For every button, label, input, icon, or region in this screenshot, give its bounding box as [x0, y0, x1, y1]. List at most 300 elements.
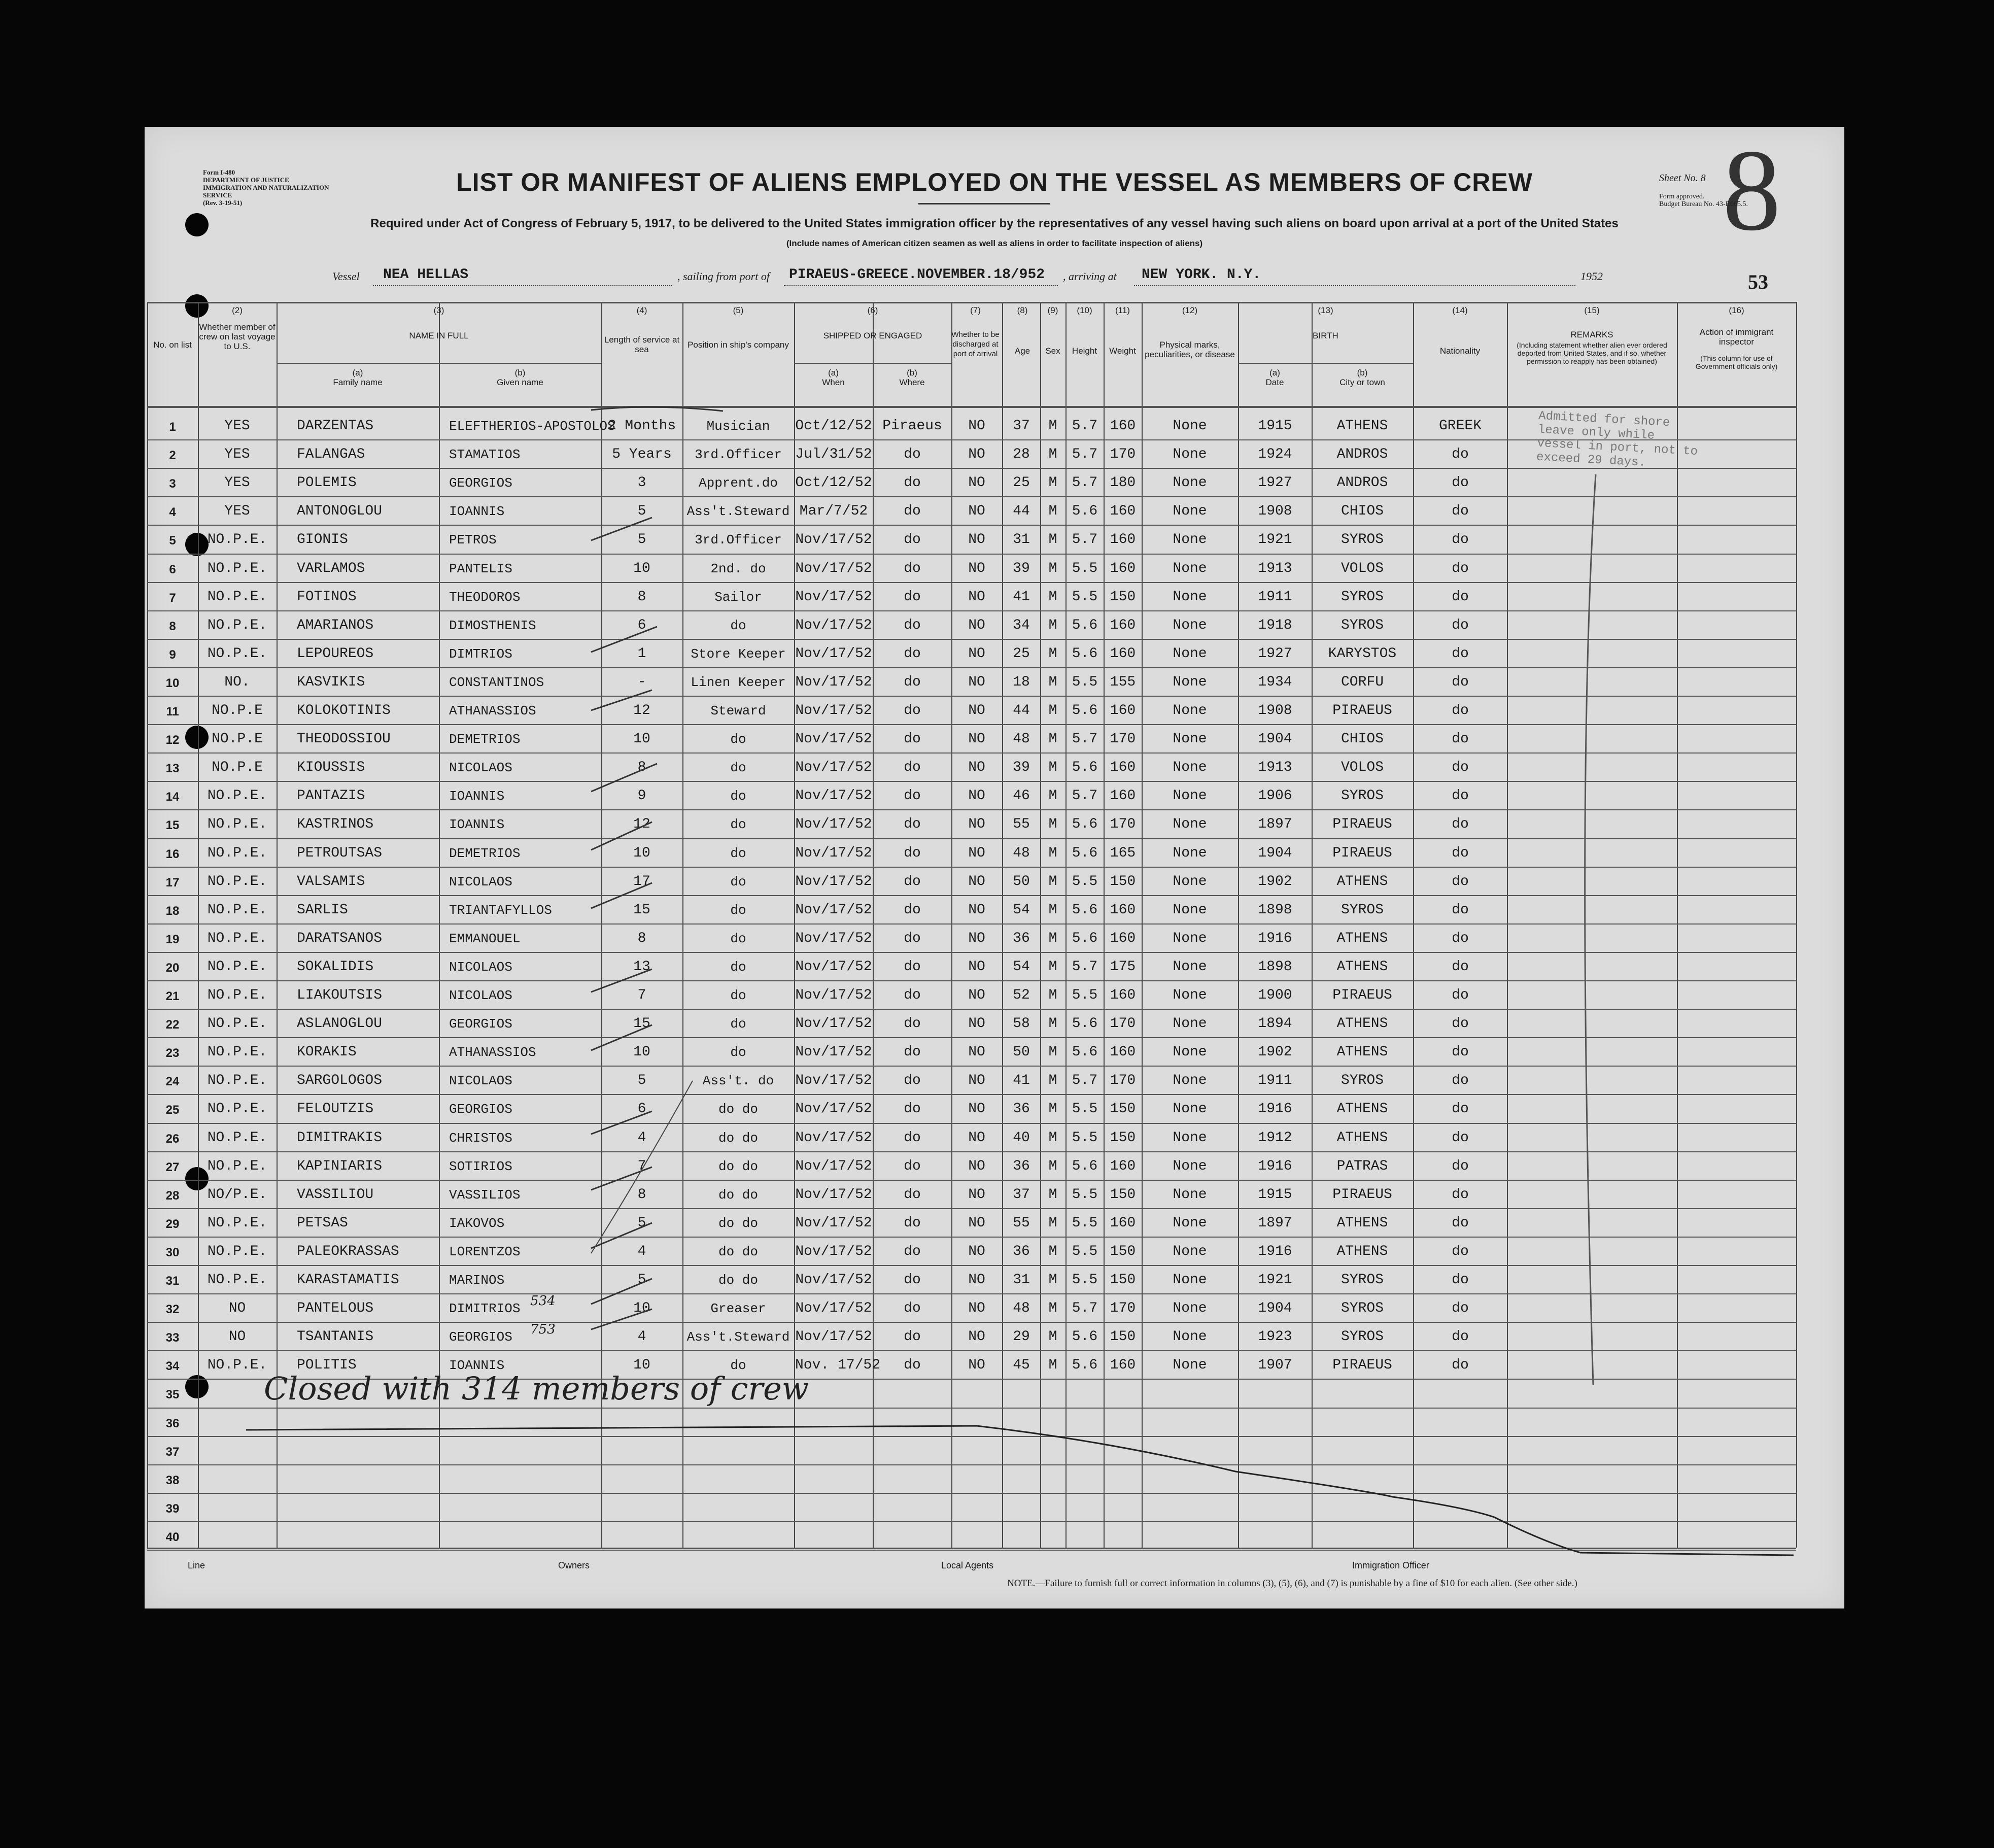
cell-marks: None — [1173, 931, 1207, 946]
cell-where: do — [904, 845, 921, 861]
cell-given: PETROS — [449, 532, 497, 547]
cell-city: VOLOS — [1340, 561, 1384, 576]
cell-marks: None — [1173, 1073, 1207, 1088]
cell-family: KASTRINOS — [297, 816, 374, 832]
cell-city: SYROS — [1340, 618, 1384, 633]
cell-service: 7 — [637, 987, 646, 1003]
cell-height: 5.5 — [1072, 561, 1098, 576]
cell-bdate: 1912 — [1258, 1130, 1292, 1146]
cell-age: 41 — [1013, 589, 1030, 605]
cell-sex: M — [1048, 674, 1057, 690]
cell-city: ATHENS — [1336, 1244, 1388, 1259]
cell-disch: NO — [968, 760, 985, 775]
cell-bdate: 1915 — [1258, 418, 1292, 434]
col-shipped-header: SHIPPED OR ENGAGED — [823, 331, 922, 340]
cell-given: EMMANOUEL — [449, 931, 521, 946]
cell-nat: do — [1452, 503, 1469, 519]
cell-bdate: 1924 — [1258, 447, 1292, 462]
subtitle: Required under Act of Congress of February 5, 1917, to be delivered to the United States immigration officer by the representatives of any vessel having such aliens on board upon arrival at a port of the United States — [370, 217, 1619, 230]
cell-height: 5.7 — [1072, 1073, 1098, 1088]
cell-weight: 160 — [1110, 561, 1136, 576]
footer-owners-label: Owners — [558, 1560, 590, 1570]
cell-bdate: 1904 — [1258, 845, 1292, 861]
cell-age: 55 — [1013, 816, 1030, 832]
cell-height: 5.7 — [1072, 447, 1098, 462]
col-city-header: (b) City or town — [1339, 368, 1385, 387]
cell-marks: None — [1173, 589, 1207, 605]
cell-when: Nov/17/52 — [795, 1158, 872, 1174]
cell-where: do — [904, 503, 921, 519]
cell-height: 5.5 — [1072, 987, 1098, 1003]
cell-prev: NO.P.E. — [207, 788, 267, 804]
cell-service: 5 Years — [612, 447, 672, 462]
cell-family: KORAKIS — [297, 1044, 357, 1060]
cell-service: 3 — [637, 475, 646, 491]
cell-city: SYROS — [1340, 1329, 1384, 1345]
cell-marks: None — [1173, 874, 1207, 889]
cell-age: 50 — [1013, 1044, 1030, 1060]
cell-age: 34 — [1013, 618, 1030, 633]
cell-sex: M — [1048, 902, 1057, 918]
cell-height: 5.5 — [1072, 1244, 1098, 1259]
row-number: 12 — [165, 733, 180, 747]
cell-weight: 155 — [1110, 674, 1136, 690]
cell-nat: do — [1452, 874, 1469, 889]
cell-service: 6 — [637, 618, 646, 633]
cell-weight: 150 — [1110, 1329, 1136, 1345]
cell-sex: M — [1048, 1301, 1057, 1316]
cell-given: TRIANTAFYLLOS — [449, 903, 552, 918]
cell-when: Nov/17/52 — [795, 760, 872, 775]
cell-service: 10 — [633, 1044, 650, 1060]
cell-prev: NO.P.E. — [207, 589, 267, 605]
cell-family: VASSILIOU — [297, 1187, 374, 1203]
cell-sex: M — [1048, 618, 1057, 633]
cell-where: do — [904, 874, 921, 889]
cell-disch: NO — [968, 1215, 985, 1231]
cell-family: LEPOUREOS — [297, 646, 374, 662]
sheet-typed: 8 — [1700, 173, 1706, 184]
col-discharge-number: (7) — [970, 305, 981, 315]
cell-prev: NO.P.E. — [207, 1044, 267, 1060]
row-number: 31 — [165, 1274, 180, 1288]
cell-marks: None — [1173, 703, 1207, 718]
row-number: 28 — [165, 1189, 180, 1203]
cell-city: PIRAEUS — [1332, 845, 1392, 861]
cell-age: 31 — [1013, 1272, 1030, 1288]
row-number: 22 — [165, 1018, 180, 1032]
cell-nat: do — [1452, 959, 1469, 975]
cell-sex: M — [1048, 561, 1057, 576]
cell-when: Nov/17/52 — [795, 959, 872, 975]
row-number: 27 — [165, 1160, 180, 1174]
cell-bdate: 1911 — [1258, 589, 1292, 605]
cell-weight: 160 — [1110, 1158, 1136, 1174]
cell-service: 1 — [637, 646, 646, 662]
cell-position: do — [730, 618, 746, 633]
cell-given: NICOLAOS — [449, 874, 512, 889]
cell-weight: 170 — [1110, 1016, 1136, 1032]
cell-weight: 180 — [1110, 475, 1136, 491]
cell-position: Linen Keeper — [691, 675, 786, 690]
cell-given: STAMATIOS — [449, 447, 521, 462]
cell-disch: NO — [968, 1073, 985, 1088]
cell-bdate: 1916 — [1258, 931, 1292, 946]
cell-city: PIRAEUS — [1332, 1357, 1392, 1373]
cell-height: 5.6 — [1072, 1357, 1098, 1373]
cell-height: 5.6 — [1072, 1158, 1098, 1174]
cell-family: VARLAMOS — [297, 561, 365, 576]
cell-given: NICOLAOS — [449, 960, 512, 975]
cell-height: 5.6 — [1072, 618, 1098, 633]
cell-city: SYROS — [1340, 788, 1384, 804]
cell-disch: NO — [968, 731, 985, 747]
cell-disch: NO — [968, 618, 985, 633]
cell-height: 5.7 — [1072, 532, 1098, 547]
col-action-subheader: (This column for use of Government officials only) — [1695, 354, 1778, 370]
cell-prev: NO.P.E. — [207, 874, 267, 889]
cell-position: do — [730, 1358, 746, 1373]
cell-weight: 160 — [1110, 902, 1136, 918]
cell-marks: None — [1173, 475, 1207, 491]
row-number: 23 — [165, 1046, 180, 1060]
cell-city: SYROS — [1340, 1272, 1384, 1288]
cell-disch: NO — [968, 1044, 985, 1060]
cell-marks: None — [1173, 987, 1207, 1003]
cell-given: ELEFTHERIOS-APOSTOLOS — [449, 419, 615, 434]
cell-bdate: 1913 — [1258, 561, 1292, 576]
cell-bdate: 1911 — [1258, 1073, 1292, 1088]
cell-prev: YES — [224, 475, 250, 491]
cell-height: 5.7 — [1072, 475, 1098, 491]
row-number: 15 — [165, 818, 180, 832]
cell-prev: NO.P.E. — [207, 959, 267, 975]
annotation-pantelous: 534 — [530, 1293, 556, 1309]
cell-weight: 160 — [1110, 788, 1136, 804]
cell-age: 44 — [1013, 503, 1030, 519]
cell-bdate: 1921 — [1258, 1272, 1292, 1288]
cell-height: 5.6 — [1072, 646, 1098, 662]
cell-when: Nov/17/52 — [795, 703, 872, 718]
cell-where: do — [904, 589, 921, 605]
cell-disch: NO — [968, 1357, 985, 1373]
cell-where: do — [904, 1073, 921, 1088]
cell-where: do — [904, 902, 921, 918]
cell-disch: NO — [968, 447, 985, 462]
row-number: 24 — [165, 1075, 180, 1088]
cell-bdate: 1907 — [1258, 1357, 1292, 1373]
cell-sex: M — [1048, 1130, 1057, 1146]
cell-age: 31 — [1013, 532, 1030, 547]
row-number: 26 — [165, 1132, 180, 1146]
cell-bdate: 1897 — [1258, 816, 1292, 832]
cell-when: Nov/17/52 — [795, 902, 872, 918]
col-position-header: Position in ship's company — [687, 340, 789, 350]
cell-height: 5.5 — [1072, 589, 1098, 605]
cell-where: do — [904, 447, 921, 462]
cell-given: NICOLAOS — [449, 1073, 512, 1088]
cell-age: 52 — [1013, 987, 1030, 1003]
cell-city: PIRAEUS — [1332, 816, 1392, 832]
row-number: 21 — [165, 989, 180, 1003]
col-where-header: (b) Where — [899, 368, 925, 387]
manifest-sheet — [145, 127, 1844, 1609]
cell-bdate: 1927 — [1258, 475, 1292, 491]
cell-position: Musician — [706, 419, 770, 434]
cell-prev: NO — [228, 1329, 246, 1345]
cell-city: ATHENS — [1336, 1215, 1388, 1231]
cell-prev: NO.P.E. — [207, 845, 267, 861]
cell-position: 3rd.Officer — [695, 447, 782, 462]
cell-sex: M — [1048, 1158, 1057, 1174]
cell-given: THEODOROS — [449, 590, 521, 605]
cell-when: Nov/17/52 — [795, 1073, 872, 1088]
cell-family: GIONIS — [297, 532, 348, 547]
cell-sex: M — [1048, 1215, 1057, 1231]
col-birth-header: BIRTH — [1313, 331, 1338, 340]
cell-when: Nov/17/52 — [795, 1244, 872, 1259]
cell-given: IOANNIS — [449, 789, 505, 804]
col-family-header: (a) Family name — [333, 368, 383, 387]
cell-age: 48 — [1013, 1301, 1030, 1316]
cell-given: IOANNIS — [449, 817, 505, 832]
cell-marks: None — [1173, 1158, 1207, 1174]
cell-given: DIMOSTHENIS — [449, 618, 536, 633]
cell-bdate: 1902 — [1258, 1044, 1292, 1060]
col-birth-number: (13) — [1318, 305, 1333, 315]
year: 1952 — [1580, 270, 1603, 283]
cell-weight: 160 — [1110, 532, 1136, 547]
cell-weight: 150 — [1110, 1101, 1136, 1117]
cell-nat: do — [1452, 703, 1469, 718]
cell-service: 6 — [637, 1101, 646, 1117]
cell-prev: NO.P.E. — [207, 1073, 267, 1088]
cell-sex: M — [1048, 1187, 1057, 1203]
cell-family: PETSAS — [297, 1215, 348, 1231]
cell-given: ATHANASSIOS — [449, 1045, 536, 1060]
cell-family: PANTELOUS — [297, 1301, 374, 1316]
cell-service: 4 — [637, 1329, 646, 1345]
cell-age: 36 — [1013, 1158, 1030, 1174]
cell-height: 5.5 — [1072, 674, 1098, 690]
cell-marks: None — [1173, 1272, 1207, 1288]
cell-age: 29 — [1013, 1329, 1030, 1345]
cell-bdate: 1915 — [1258, 1187, 1292, 1203]
row-number: 36 — [165, 1417, 180, 1430]
cell-marks: None — [1173, 1244, 1207, 1259]
cell-family: SOKALIDIS — [297, 959, 374, 975]
cell-disch: NO — [968, 845, 985, 861]
cell-nat: do — [1452, 589, 1469, 605]
cell-bdate: 1898 — [1258, 959, 1292, 975]
cell-position: do — [730, 846, 746, 861]
cell-city: PIRAEUS — [1332, 1187, 1392, 1203]
cell-given: DEMETRIOS — [449, 732, 521, 747]
cell-where: do — [904, 1158, 921, 1174]
cell-sex: M — [1048, 1272, 1057, 1288]
cell-family: DARATSANOS — [297, 931, 383, 946]
cell-city: SYROS — [1340, 902, 1384, 918]
cell-height: 5.6 — [1072, 902, 1098, 918]
cell-marks: None — [1173, 959, 1207, 975]
cell-prev: NO.P.E. — [207, 931, 267, 946]
cell-disch: NO — [968, 987, 985, 1003]
cell-where: do — [904, 561, 921, 576]
cell-disch: NO — [968, 532, 985, 547]
cell-where: do — [904, 1329, 921, 1345]
cell-weight: 150 — [1110, 1272, 1136, 1288]
cell-city: ATHENS — [1336, 874, 1388, 889]
row-number: 16 — [165, 847, 180, 861]
cell-given: VASSILIOS — [449, 1187, 521, 1203]
cell-marks: None — [1173, 731, 1207, 747]
cell-where: do — [904, 1016, 921, 1032]
cell-city: PIRAEUS — [1332, 987, 1392, 1003]
cell-height: 5.5 — [1072, 874, 1098, 889]
cell-nat: do — [1452, 760, 1469, 775]
row-number: 20 — [165, 961, 180, 975]
cell-marks: None — [1173, 1101, 1207, 1117]
cell-where: do — [904, 532, 921, 547]
cell-when: Nov/17/52 — [795, 1044, 872, 1060]
budget-approval: Form approved. Budget Bureau No. 43-R065.5. — [1659, 193, 1748, 208]
col-marks-number: (12) — [1182, 305, 1198, 315]
cell-given: GEORGIOS — [449, 475, 512, 491]
cell-when: Nov/17/52 — [795, 646, 872, 662]
cell-when: Nov/17/52 — [795, 1187, 872, 1203]
cell-given: MARINOS — [449, 1273, 505, 1288]
cell-bdate: 1934 — [1258, 674, 1292, 690]
cell-service: 7 — [637, 1158, 646, 1174]
cell-prev: NO.P.E. — [207, 646, 267, 662]
cell-nat: do — [1452, 931, 1469, 946]
cell-family: KASVIKIS — [297, 674, 365, 690]
cell-family: PETROUTSAS — [297, 845, 383, 861]
cell-nat: do — [1452, 845, 1469, 861]
cell-age: 41 — [1013, 1073, 1030, 1088]
cell-where: do — [904, 475, 921, 491]
cell-disch: NO — [968, 1016, 985, 1032]
col-sex-header: Sex — [1045, 346, 1060, 356]
cell-sex: M — [1048, 1101, 1057, 1117]
cell-height: 5.5 — [1072, 1101, 1098, 1117]
cell-sex: M — [1048, 1244, 1057, 1259]
cell-prev: NO.P.E. — [207, 816, 267, 832]
cell-given: IOANNIS — [449, 1358, 505, 1373]
row-number: 38 — [165, 1474, 180, 1487]
cell-bdate: 1900 — [1258, 987, 1292, 1003]
cell-weight: 165 — [1110, 845, 1136, 861]
cell-nat: do — [1452, 646, 1469, 662]
cell-where: do — [904, 1044, 921, 1060]
cell-position: Ass't.Steward — [686, 1329, 790, 1345]
cell-position: do do — [718, 1187, 758, 1203]
cell-position: do — [730, 789, 746, 804]
cell-bdate: 1916 — [1258, 1158, 1292, 1174]
col-age-number: (8) — [1017, 305, 1028, 315]
cell-service: 5 — [637, 1073, 646, 1088]
cell-nat: do — [1452, 447, 1469, 462]
cell-prev: NO.P.E. — [207, 618, 267, 633]
col-given-header: (b) Given name — [497, 368, 543, 387]
cell-sex: M — [1048, 475, 1057, 491]
cell-position: 2nd. do — [710, 561, 766, 576]
row-number: 32 — [165, 1303, 180, 1316]
cell-prev: YES — [224, 503, 250, 519]
cell-when: Nov. 17/52 — [795, 1357, 881, 1373]
cell-disch: NO — [968, 1187, 985, 1203]
cell-city: PATRAS — [1336, 1158, 1388, 1174]
cell-height: 5.6 — [1072, 1329, 1098, 1345]
cell-bdate: 1904 — [1258, 1301, 1292, 1316]
cell-age: 25 — [1013, 646, 1030, 662]
row-number: 1 — [169, 420, 176, 434]
cell-height: 5.5 — [1072, 1215, 1098, 1231]
cell-weight: 170 — [1110, 1073, 1136, 1088]
cell-when: Nov/17/52 — [795, 532, 872, 547]
cell-city: ATHENS — [1336, 931, 1388, 946]
cell-nat: do — [1452, 1158, 1469, 1174]
cell-where: do — [904, 816, 921, 832]
cell-when: Nov/17/52 — [795, 561, 872, 576]
cell-marks: None — [1173, 503, 1207, 519]
col-action-number: (16) — [1729, 305, 1744, 315]
cell-service: 9 — [637, 788, 646, 804]
cell-disch: NO — [968, 561, 985, 576]
cell-position: Ass't.Steward — [686, 504, 790, 519]
cell-weight: 160 — [1110, 503, 1136, 519]
cell-family: FELOUTZIS — [297, 1101, 374, 1117]
cell-disch: NO — [968, 902, 985, 918]
cell-position: do do — [718, 1102, 758, 1117]
cell-family: KARASTAMATIS — [297, 1272, 399, 1288]
cell-nat: do — [1452, 674, 1469, 690]
cell-prev: NO.P.E — [212, 731, 263, 747]
cell-age: 36 — [1013, 1101, 1030, 1117]
cell-city: VOLOS — [1340, 760, 1384, 775]
cell-prev: NO.P.E — [212, 760, 263, 775]
cell-disch: NO — [968, 589, 985, 605]
cell-age: 58 — [1013, 1016, 1030, 1032]
cell-city: SYROS — [1340, 1301, 1384, 1316]
cell-bdate: 1906 — [1258, 788, 1292, 804]
cell-height: 5.6 — [1072, 816, 1098, 832]
cell-disch: NO — [968, 703, 985, 718]
cell-age: 50 — [1013, 874, 1030, 889]
cell-bdate: 1902 — [1258, 874, 1292, 889]
cell-nat: do — [1452, 1272, 1469, 1288]
cell-when: Nov/17/52 — [795, 987, 872, 1003]
cell-where: do — [904, 931, 921, 946]
row-number: 29 — [165, 1217, 180, 1231]
cell-weight: 150 — [1110, 1187, 1136, 1203]
cell-marks: None — [1173, 902, 1207, 918]
cell-disch: NO — [968, 1301, 985, 1316]
cell-disch: NO — [968, 646, 985, 662]
cell-where: do — [904, 1215, 921, 1231]
cell-marks: None — [1173, 646, 1207, 662]
cell-service: 15 — [633, 902, 650, 918]
cell-given: DIMITRIOS — [449, 1301, 521, 1316]
row-number: 40 — [165, 1530, 180, 1544]
cell-family: LIAKOUTSIS — [297, 987, 383, 1003]
cell-marks: None — [1173, 1357, 1207, 1373]
cell-marks: None — [1173, 816, 1207, 832]
cell-prev: NO.P.E — [212, 703, 263, 718]
cell-city: ANDROS — [1336, 475, 1388, 491]
cell-nat: do — [1452, 1244, 1469, 1259]
cell-where: do — [904, 959, 921, 975]
